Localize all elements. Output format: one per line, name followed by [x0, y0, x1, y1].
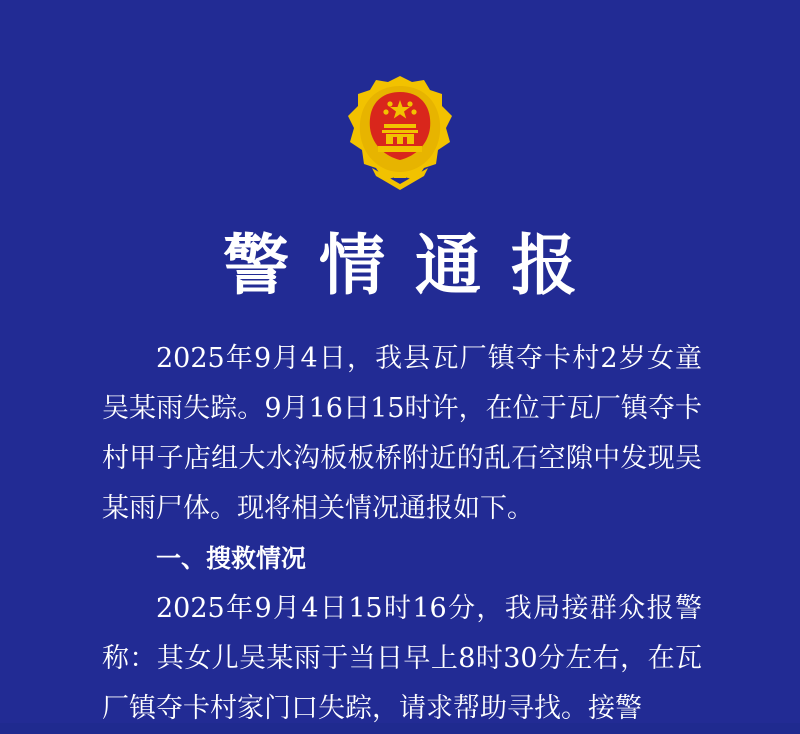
page-title: 警情通报 [223, 227, 607, 304]
section-heading-search-rescue: 一、搜救情况 [156, 544, 307, 573]
search-rescue-paragraph: 2025年9月4日15时16分，我局接群众报警称：其女儿吴某雨于当日早上8时30分左右，在瓦厂镇夺卡村家门口失踪，请求帮助寻找。接警 [102, 593, 702, 724]
intro-paragraph: 2025年9月4日，我县瓦厂镇夺卡村2岁女童吴某雨失踪。9月16日15时许，在位于瓦厂镇夺卡村甲子店组大水沟板板桥附近的乱石空隙中发现吴某雨尸体。现将相关情况通报如下。 [102, 343, 702, 524]
police-emblem-icon [338, 72, 462, 196]
notice-body [102, 334, 702, 734]
